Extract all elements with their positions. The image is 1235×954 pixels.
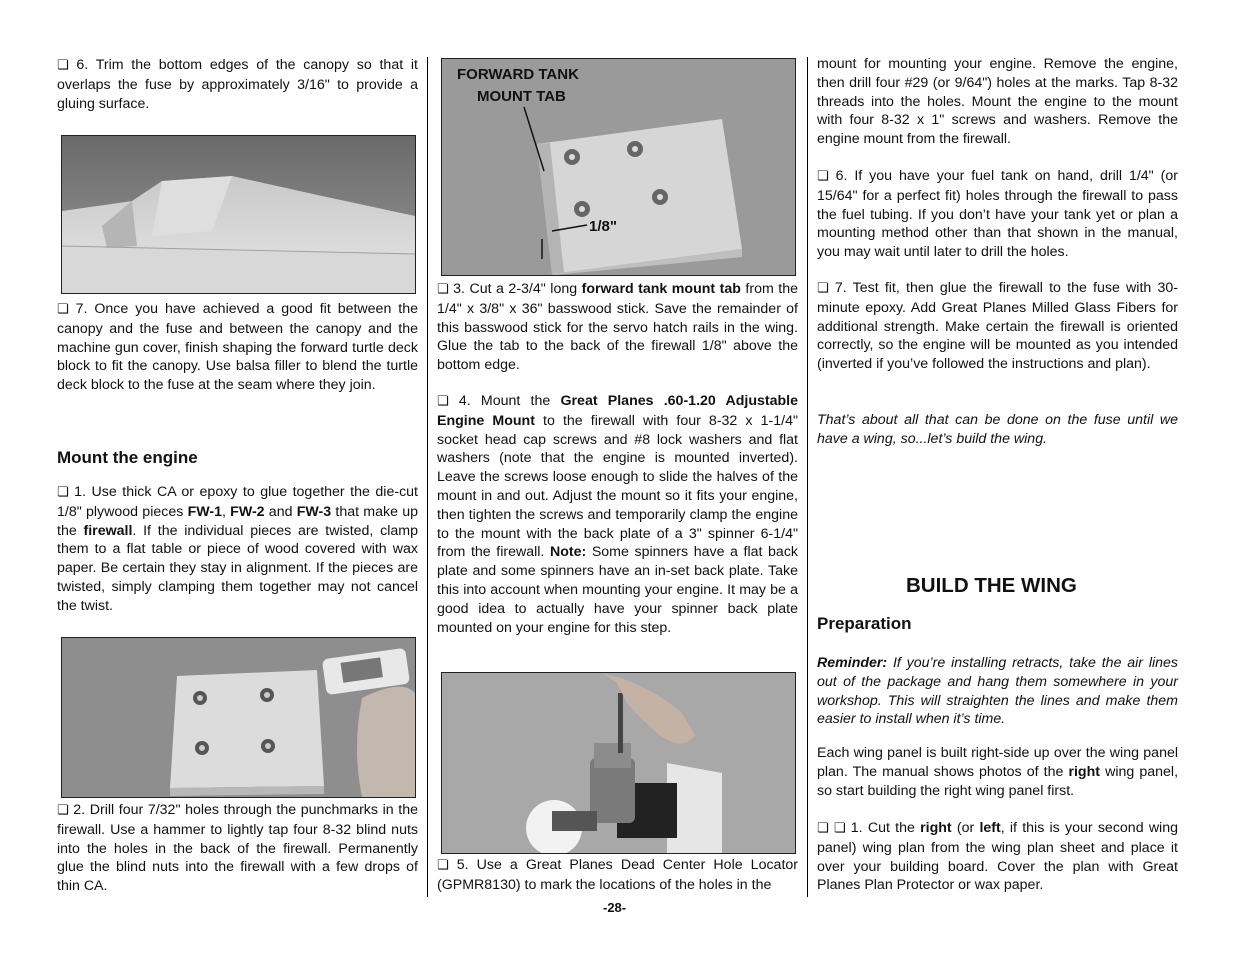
photo-label-eighth-inch: 1/8" — [589, 218, 617, 235]
step-6-canopy-trim: ❏ 6. Trim the bottom edges of the canopy so that it overlaps the fuse by approximately 3/16" to provide a gluing surface. — [57, 57, 418, 112]
checkbox-icon[interactable]: ❏ — [57, 803, 69, 818]
forward-tank-mount-photo — [441, 58, 796, 276]
checkbox-icon[interactable]: ❏ — [437, 394, 449, 409]
checkbox-icon[interactable]: ❏ — [57, 485, 69, 500]
checkbox-icon[interactable]: ❏ — [437, 282, 449, 297]
step-5-continued: mount for mounting your engine. Remove the engine, then drill four #29 (or 9/64") holes at the marks. Tap 8-32 threads into the holes. Mount the engine to the mount with four 8-32 x 1" screws and washers. Remove the engine mount from the firewall. — [817, 56, 1178, 148]
checkbox-icon[interactable]: ❏ — [817, 169, 829, 184]
column-divider-left — [427, 57, 428, 897]
reminder-note: Reminder: If you’re installing retracts, take the air lines out of the package and hang them somewhere in your workshop. This will straighten the lines and make them easier to install when it’s time. — [817, 655, 1178, 728]
hole-locator-photo — [441, 672, 796, 854]
canopy-photo-image — [62, 136, 415, 293]
checkbox-icon[interactable]: ❏ — [833, 821, 846, 836]
page-number: -28- — [603, 900, 627, 915]
wing-step-1-cut-plan: ❏ ❏ 1. Cut the right (or left, if this is your second wing panel) wing plan from the wing plan sheet and place it over your building board. Cover the plan with Great Planes Plan Protector or wax paper. — [817, 820, 1178, 894]
canopy-photo — [61, 135, 416, 294]
step-4-mount-engine-mount: ❏ 4. Mount the Great Planes .60-1.20 Adjustable Engine Mount to the firewall with four 8-32 x 1-1/4" socket head cap screws and #8 lock washers and flat washers (note that the engine is mounted inverted). Leave the screws loose enough to slide the halves of the mount in and out. Adjust the mount so it fits your engine, then tighten the screws and temporarily clamp the engine to the mount with the back plate of a 3" spinner 6-1/4" from the firewall. Note: Some spinners have a flat back plate and some spinners have an in-set back plate. Take this into account when mounting your engine. It may be a good idea to actually have your spinner back plate mounted on your engine for this step. — [437, 393, 799, 636]
step-3-cut-tab: ❏ 3. Cut a 2-3/4" long forward tank mount tab from the 1/4" x 3/8" x 36" basswood stick. Save the remainder of this basswood stick for the servo hatch rails in the wing. Glue the tab to the back of the firewall 1/8" above the bottom edge. — [437, 281, 798, 374]
mount-engine-heading: Mount the engine — [57, 448, 198, 467]
hole-locator-photo-image — [442, 673, 795, 853]
fuse-complete-note: That’s about all that can be done on the fuse until we have a wing, so...let’s build the wing. — [817, 412, 1178, 447]
firewall-glue-photo — [61, 637, 416, 798]
step-7-turtle-deck: ❏ 7. Once you have achieved a good fit between the canopy and the fuse and between the canopy and the machine gun cover, finish shaping the forward turtle deck block to fit the canopy. Use balsa filler to blend the turtle deck block to the fuse at the seam where they join. — [57, 301, 418, 394]
preparation-heading: Preparation — [817, 614, 912, 633]
step-5-hole-locator: ❏ 5. Use a Great Planes Dead Center Hole Locator (GPMR8130) to mark the locations of the holes in the — [437, 857, 798, 893]
checkbox-icon[interactable]: ❏ — [437, 858, 449, 873]
column-divider-right — [807, 57, 808, 897]
forward-tank-mount-photo-image — [442, 59, 795, 275]
checkbox-icon[interactable]: ❏ — [817, 281, 829, 296]
step-2-drill-holes: ❏ 2. Drill four 7/32" holes through the punchmarks in the firewall. Use a hammer to lightly tap four 8-32 blind nuts into the holes in the back of the firewall. Permanently glue the blind nuts into the firewall with a few drops of thin CA. — [57, 802, 418, 895]
step-1-glue-firewall: ❏ 1. Use thick CA or epoxy to glue together the die-cut 1/8" plywood pieces FW-1, FW-2 and FW-3 that make up the firewall. If the individual pieces are twisted, clamp them to a flat table or piece of wood covered with wax paper. Be certain they stay in alignment. If the pieces are twisted, simply clamping them together may not cancel the twist. — [57, 484, 419, 614]
build-wing-heading: BUILD THE WING — [906, 574, 1077, 597]
checkbox-icon[interactable]: ❏ — [57, 58, 69, 73]
checkbox-icon[interactable]: ❏ — [57, 302, 69, 317]
checkbox-icon[interactable]: ❏ — [817, 821, 829, 836]
firewall-glue-photo-image — [62, 638, 415, 797]
wing-panel-intro: Each wing panel is built right-side up over the wing panel plan. The manual shows photos of the right wing panel, so start building the right wing panel first. — [817, 745, 1179, 799]
photo-label-mount-tab: MOUNT TAB — [477, 88, 566, 105]
photo-label-forward-tank: FORWARD TANK — [457, 66, 579, 83]
step-6-fuel-holes: ❏ 6. If you have your fuel tank on hand, drill 1/4" (or 15/64" for a perfect fit) holes through the firewall to pass the fuel tubing. If you don’t have your tank yet or plan a mounting method other than that shown in the manual, you may wait until later to drill the holes. — [817, 168, 1178, 261]
step-7-glue-firewall: ❏ 7. Test fit, then glue the firewall to the fuse with 30-minute epoxy. Add Great Planes Milled Glass Fibers for additional strength. Make certain the firewall is oriented correctly, so the engine will be mounted as you intended (inverted if you’ve followed the instructions and plan). — [817, 280, 1178, 373]
